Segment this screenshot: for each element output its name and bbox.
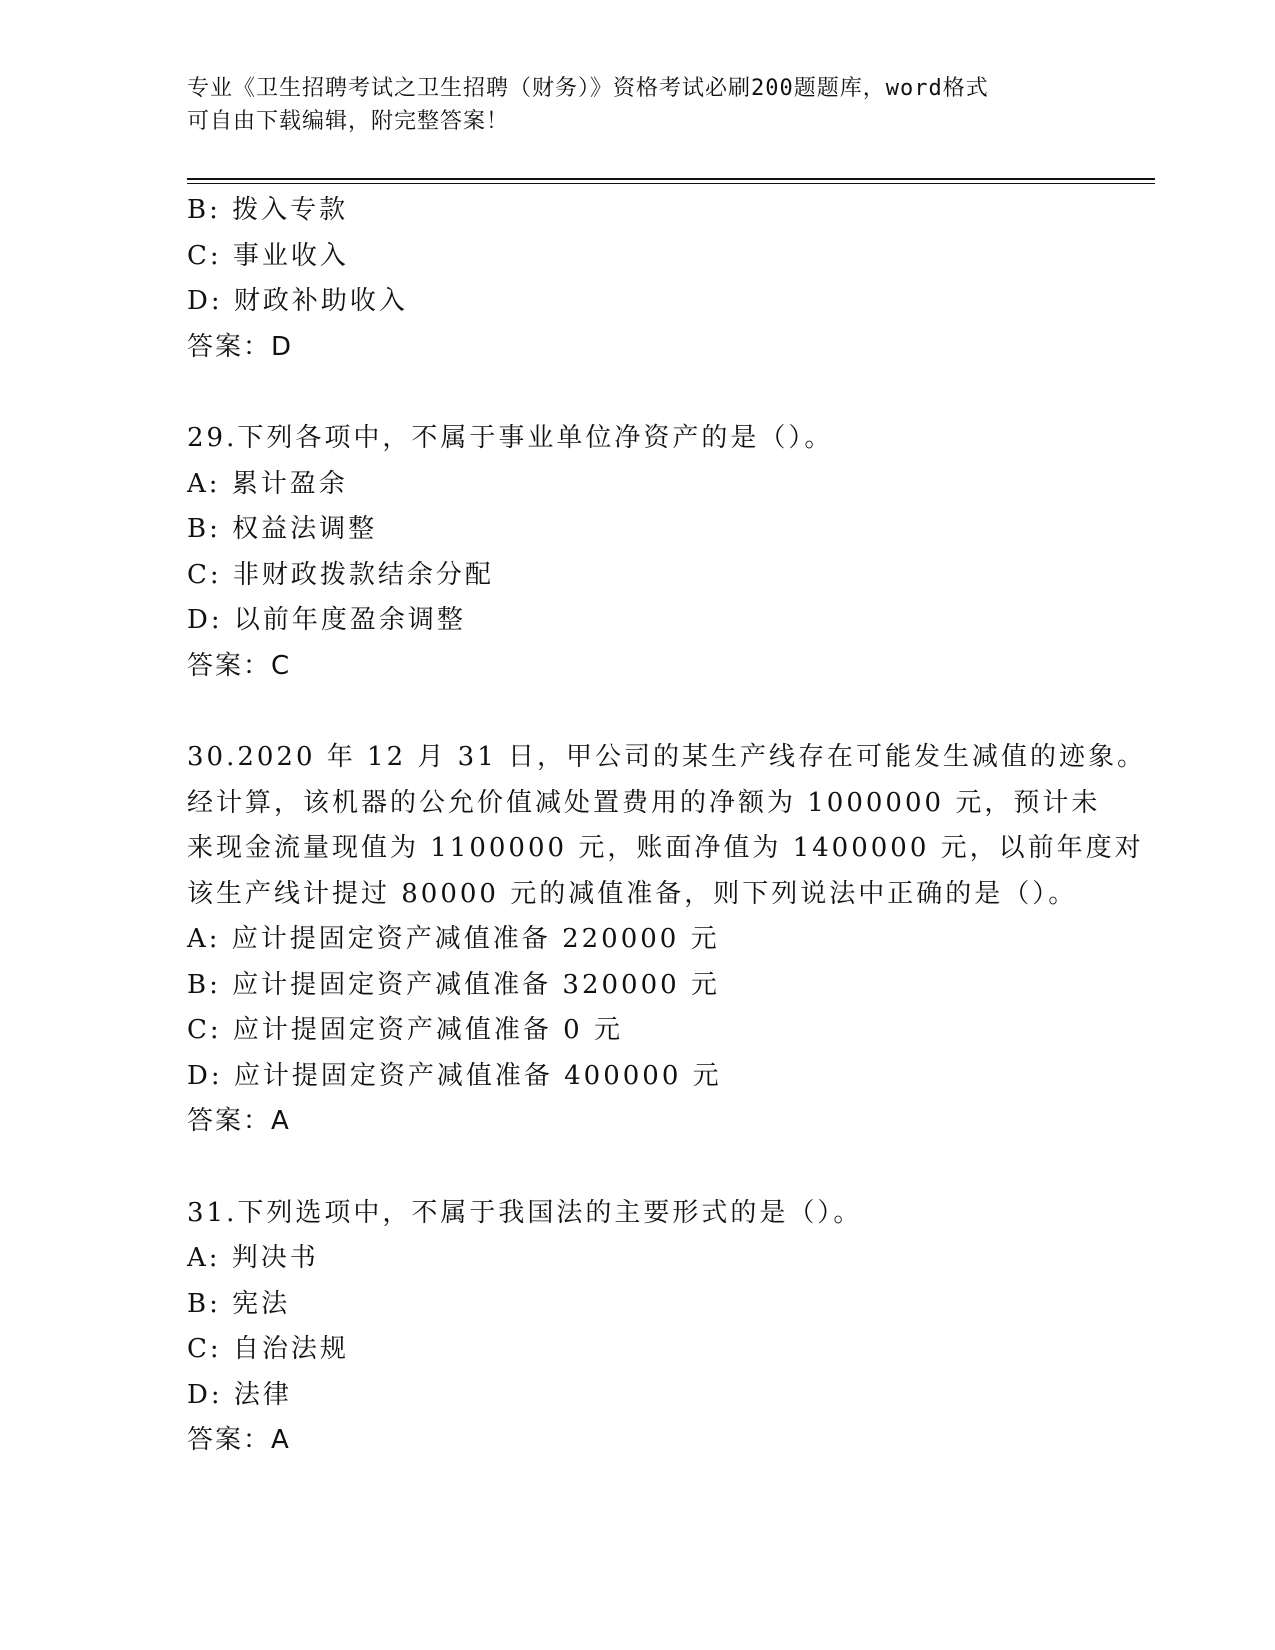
question-stem: 29.下列各项中，不属于事业单位净资产的是（）。	[187, 423, 834, 453]
question-30	[187, 735, 1147, 1145]
question-28-continued	[187, 188, 1087, 370]
option-d: D: 法律	[187, 1379, 292, 1410]
option-c: C: 事业收入	[187, 240, 349, 271]
option-c: C: 非财政拨款结余分配	[187, 559, 494, 590]
question-stem-line-4: 该生产线计提过 80000 元的减值准备，则下列说法中正确的是（）。	[187, 878, 1078, 909]
answer: 答案：D	[187, 331, 294, 362]
option-b: B: 宪法	[187, 1288, 291, 1319]
option-d: D: 应计提固定资产减值准备 400000 元	[187, 1060, 722, 1091]
question-stem-line-3: 来现金流量现值为 1100000 元，账面净值为 1400000 元，以前年度对	[187, 833, 1144, 863]
document-body	[187, 188, 1147, 1464]
option-b: B: 应计提固定资产减值准备 320000 元	[187, 969, 720, 1000]
option-b: B: 权益法调整	[187, 514, 378, 544]
option-a: A: 判决书	[187, 1243, 319, 1273]
option-d: D: 财政补助收入	[187, 286, 408, 316]
option-a: A: 累计盈余	[187, 468, 348, 499]
question-stem-line-1: 30.2020 年 12 月 31 日，甲公司的某生产线存在可能发生减值的迹象。	[187, 742, 1147, 772]
header-line-2: 可自由下载编辑，附完整答案！	[187, 109, 510, 134]
question-29	[187, 416, 1087, 689]
question-31	[187, 1191, 1087, 1464]
answer: 答案：A	[187, 1425, 291, 1455]
header-rule	[187, 178, 1155, 184]
option-c: C: 应计提固定资产减值准备 0 元	[187, 1015, 623, 1045]
option-d: D: 以前年度盈余调整	[187, 605, 466, 635]
question-stem: 31.下列选项中，不属于我国法的主要形式的是（）。	[187, 1197, 863, 1228]
answer: 答案：A	[187, 1106, 291, 1136]
option-c: C: 自治法规	[187, 1334, 349, 1364]
option-a: A: 应计提固定资产减值准备 220000 元	[187, 924, 720, 954]
option-b: B: 拨入专款	[187, 195, 349, 225]
answer: 答案：C	[187, 650, 292, 681]
header-line-1: 专业《卫生招聘考试之卫生招聘（财务）》资格考试必刷200题题库，word格式	[187, 76, 989, 101]
page-header	[187, 72, 1087, 138]
question-stem-line-2: 经计算，该机器的公允价值减处置费用的净额为 1000000 元，预计未	[187, 787, 1101, 818]
